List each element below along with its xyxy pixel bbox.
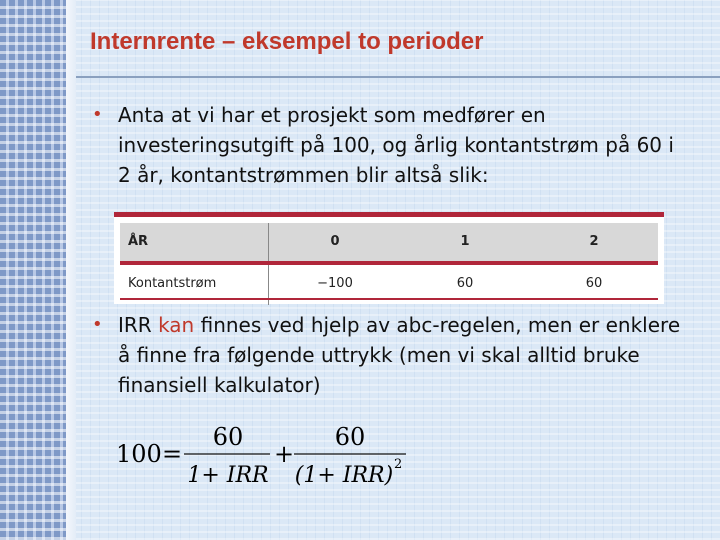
table-header-cell: ÅR [128, 234, 149, 249]
bullet-2-text-before: IRR [118, 313, 159, 337]
table-header-cell: 0 [330, 234, 340, 249]
formula-numerator-2: 60 [334, 423, 366, 451]
bullet-1-text: Anta at vi har et prosjekt som medfører en investeringsutgift på 100, og årlig kontantstrøm på 60 i 2 år, kontantstrømmen blir altså slik: [118, 103, 674, 187]
formula-numerator-1: 60 [212, 423, 244, 451]
formula-exponent: 2 [394, 457, 403, 472]
formula-lhs: 100 [116, 440, 162, 468]
table-bottom-rule [120, 298, 658, 300]
formula-equals: = [162, 440, 183, 468]
table-cell: 60 [456, 276, 474, 291]
slide-title: Internrente – eksempel to perioder [90, 28, 484, 55]
bullet-dot-icon: • [92, 104, 103, 125]
table-divider [268, 223, 269, 261]
table-cell: Kontantstrøm [128, 276, 217, 291]
bullet-2-highlight: kan [158, 313, 195, 337]
decorative-side-stripe-inner [66, 0, 76, 540]
formula-denominator-2: (1+ IRR) [294, 463, 394, 488]
bullet-2-text-after: finnes ved hjelp av abc-regelen, men er enklere å finne fra følgende uttrykk (men vi skal alltid bruke finansiell kalkulator) [118, 313, 681, 397]
decorative-side-stripe [0, 0, 66, 540]
table-cell: 60 [585, 276, 603, 291]
table-cell: −100 [317, 276, 353, 291]
bullet-2-text [92, 310, 692, 400]
formula-plus: + [274, 440, 295, 468]
formula-denominator-1: 1+ IRR [187, 463, 269, 488]
cashflow-table [114, 212, 664, 304]
table-header-cell: 1 [460, 234, 470, 249]
title-divider [76, 76, 720, 78]
bullet-2 [92, 310, 692, 400]
bullet-dot-icon: • [92, 314, 103, 335]
irr-formula [112, 418, 432, 498]
table-header-row [120, 223, 658, 261]
bullet-1 [92, 100, 692, 190]
table-header-cell: 2 [589, 234, 599, 249]
